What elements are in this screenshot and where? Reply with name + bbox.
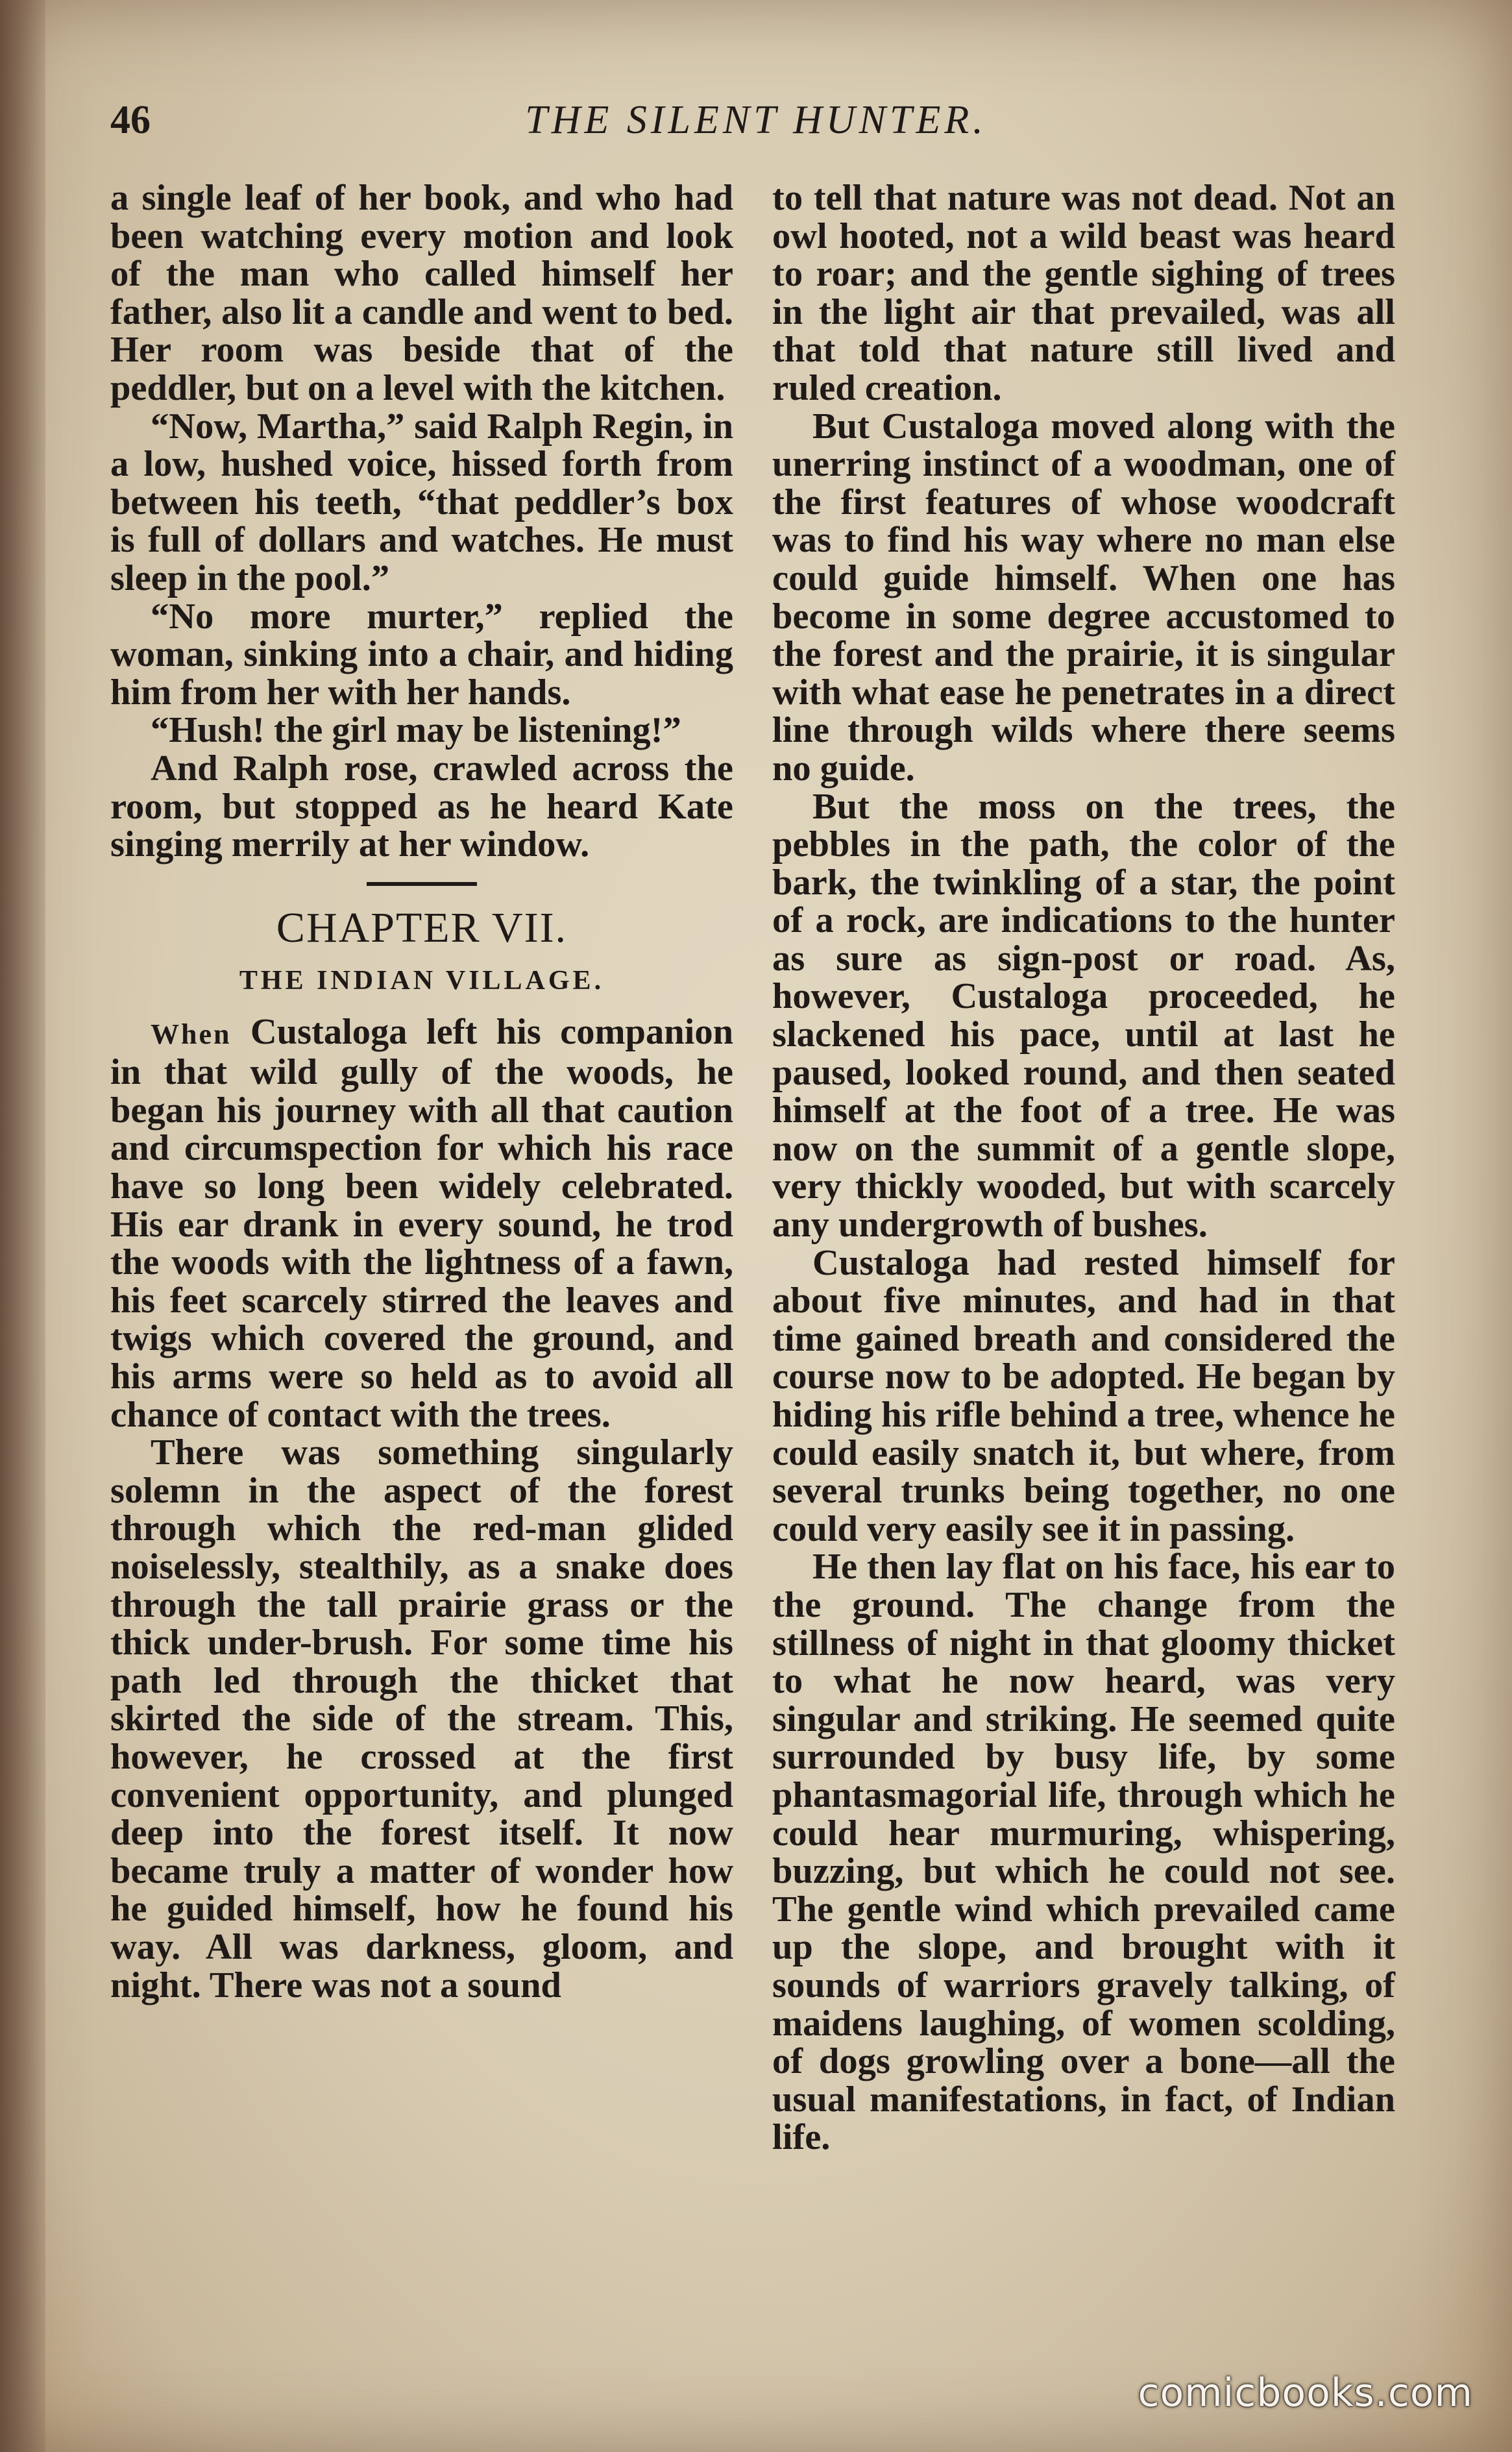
page-number: 46 [110, 98, 151, 142]
paragraph [110, 1434, 733, 2004]
paragraph: “No more murter,” replied the woman, sinking into a chair, and hiding him from her with her hands. [110, 596, 733, 713]
running-title: THE SILENT HUNTER. [525, 98, 987, 142]
paragraph: to tell that nature was not dead. Not an owl hooted, not a wild beast was heard to roar; and the gentle sighing of trees in the light air that prevailed, was all that told that nature still lived and ruled creation. [772, 178, 1395, 408]
right-column [772, 179, 1395, 2157]
chapter-subtitle: THE INDIAN VILLAGE. [239, 965, 605, 996]
left-column [110, 179, 733, 2004]
watermark: comicbooks.com [1138, 2370, 1473, 2416]
paragraph: “Hush! the girl may be listening!” [151, 710, 681, 751]
paragraph-text: Custaloga left his companion in that wild gully of the woods, he began his journey with all that caution and circumspection for which his race have so long been widely celebrated. His ear drank in every sound, he trod the woods with the lightness of a fawn, his feet scarcely stirred the leaves and twigs which covered the ground, and his arms were so held as to avoid all chance of contact with the trees. [110, 1011, 733, 1435]
page-header [110, 97, 1402, 156]
paragraph-text: There was something singularly solemn in the aspect of the forest through which the red-man glided noiselessly, stealthily, as a snake does through the tall prairie grass or the thick under-brush. For some time his path led through the thicket that skirted the side of the stream. This, however, he crossed at the first convenient opportunity, and plunged deep into the forest itself. It now became truly a matter of wonder how he guided himself, how he found his way. All was darkness, gloom, and night. There was not a sound [110, 1432, 733, 2005]
paragraph: But Custaloga moved along with the unerring instinct of a woodman, one of the first features of whose woodcraft was to find his way where no man else could guide himself. When one has become in some degree accustomed to the forest and the prairie, it is singular with what ease he penetrates in a direct line through wilds where there seems no guide. [772, 406, 1395, 789]
paragraph: He then lay flat on his face, his ear to the ground. The change from the stillness of night in that gloomy thicket to what he now heard, was very singular and striking. He seemed quite surrounded by busy life, by some phantasmagorial life, through which he could hear murmuring, whispering, buzzing, but which he could not see. The gentle wind which prevailed came up the slope, and brought with it sounds of warriors gravely talking, of maidens laughing, of women scolding, of dogs growling over a bone—all the usual manifestations, in fact, of Indian life. [772, 1547, 1395, 2158]
paragraph [110, 1013, 733, 1434]
page-left-edge [0, 0, 45, 2452]
paragraph: “Now, Martha,” said Ralph Regin, in a low, hushed voice, hissed forth from between his teeth, “that peddler’s box is full of dollars and watches. He must sleep in the pool.” [110, 406, 733, 598]
paragraph-lead-word: When [151, 1018, 232, 1050]
section-divider [367, 882, 477, 886]
chapter-heading: CHAPTER VII. [276, 903, 568, 951]
paragraph: But the moss on the trees, the pebbles in the path, the color of the bark, the twinkling of a star, the point of a rock, are indications to the hunter as sure as sign-post or road. As, however, Custaloga proceeded, he slackened his pace, until at last he paused, looked round, and then seated himself at the foot of a tree. He was now on the summit of a gentle slope, very thickly wooded, but with scarcely any undergrowth of bushes. [772, 786, 1395, 1245]
paragraph: And Ralph rose, crawled across the room, but stopped as he heard Kate singing merrily at her window. [110, 748, 733, 865]
paragraph: Custaloga had rested himself for about five minutes, and had in that time gained breath and considered the course now to be adopted. He began by hiding his rifle behind a tree, whence he could easily snatch it, but where, from several trunks being together, no one could very easily see it in passing. [772, 1242, 1395, 1549]
paragraph: a single leaf of her book, and who had been watching every motion and look of the man who called himself her father, also lit a candle and went to bed. Her room was beside that of the peddler, but on a level with the kitchen. [110, 178, 733, 408]
